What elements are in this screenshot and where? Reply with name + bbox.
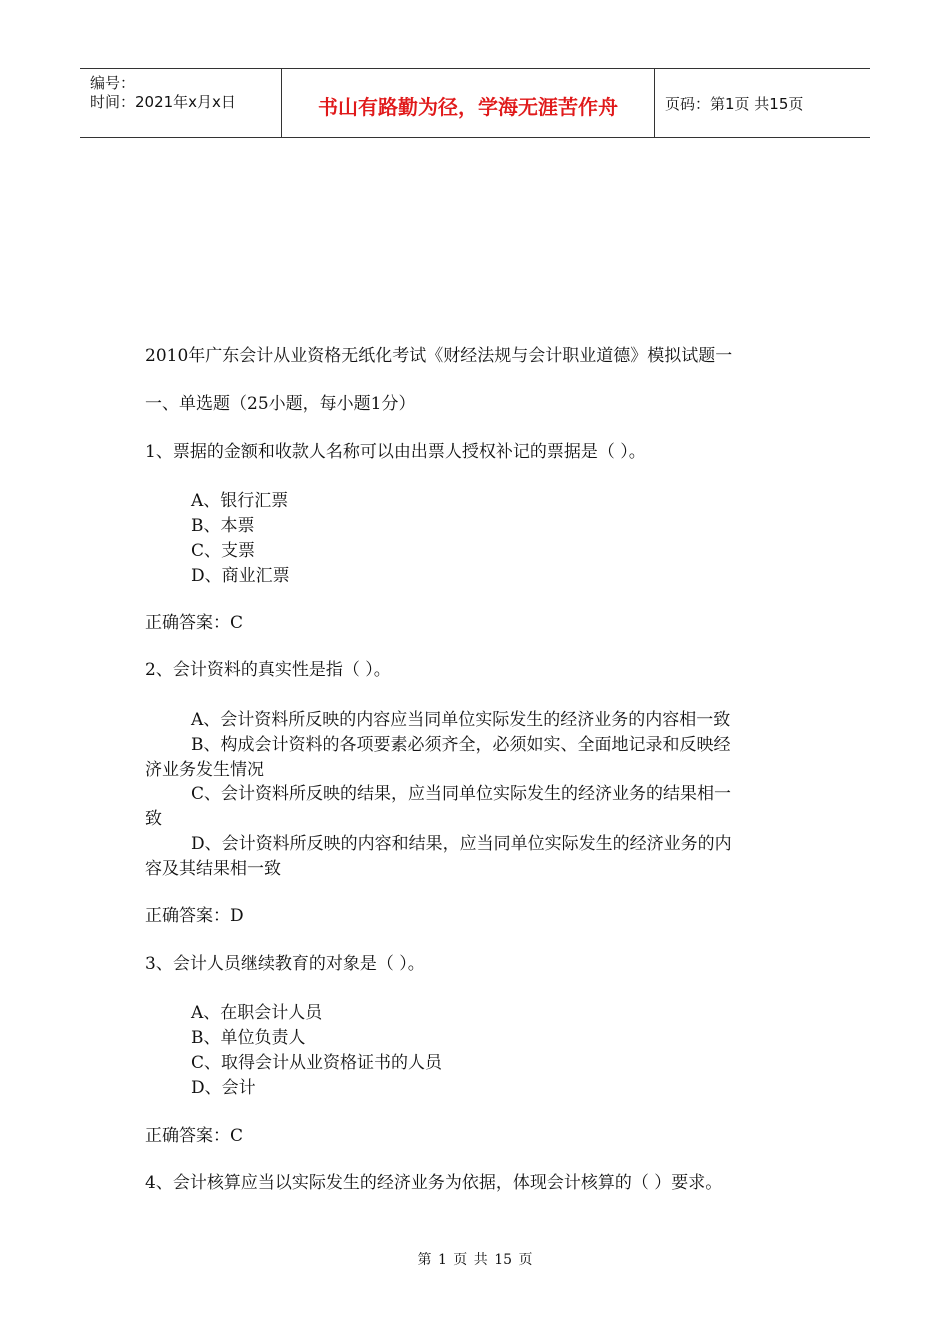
question-1-answer: 正确答案：C	[145, 613, 244, 633]
question-2-option-line: B、构成会计资料的各项要素必须齐全，必须如实、全面地记录和反映经	[191, 735, 731, 755]
question-2-option-line: 济业务发生情况	[145, 760, 264, 780]
question-2-option-line: A、会计资料所反映的内容应当同单位实际发生的经济业务的内容相一致	[191, 710, 731, 730]
question-3-option: B、单位负责人	[191, 1028, 306, 1048]
question-1-option: C、支票	[191, 541, 256, 561]
question-3-stem: 3、会计人员继续教育的对象是（ ）。	[145, 954, 425, 974]
question-4-stem: 4、会计核算应当以实际发生的经济业务为依据，体现会计核算的（ ）要求。	[145, 1173, 723, 1193]
question-2-stem: 2、会计资料的真实性是指（ ）。	[145, 660, 391, 680]
section-heading: 一、单选题（25小题，每小题1分）	[145, 394, 416, 414]
question-2-option-line: 容及其结果相一致	[145, 859, 281, 879]
question-1-stem: 1、票据的金额和收款人名称可以由出票人授权补记的票据是（ ）。	[145, 442, 646, 462]
question-2-option-line: D、会计资料所反映的内容和结果，应当同单位实际发生的经济业务的内	[191, 834, 732, 854]
question-1-option: A、银行汇票	[191, 491, 289, 511]
header-page-info: 页码：第1页 共15页	[665, 95, 804, 113]
serial-label: 编号：	[90, 74, 136, 92]
question-1-option: B、本票	[191, 516, 255, 536]
page-header	[80, 68, 870, 138]
document-title: 2010年广东会计从业资格无纸化考试《财经法规与会计职业道德》模拟试题一	[145, 346, 733, 366]
question-2-answer: 正确答案：D	[145, 906, 244, 926]
header-motto: 书山有路勤为径，学海无涯苦作舟	[318, 95, 618, 119]
header-motto-cell	[281, 69, 655, 137]
question-3-option: D、会计	[191, 1078, 256, 1098]
page-footer: 第 1 页 共 15 页	[417, 1252, 533, 1268]
question-2-option-line: C、会计资料所反映的结果，应当同单位实际发生的经济业务的结果相一	[191, 784, 732, 804]
header-meta-cell	[80, 69, 281, 137]
question-3-answer: 正确答案：C	[145, 1126, 244, 1146]
header-page-cell	[655, 69, 870, 137]
question-1-option: D、商业汇票	[191, 566, 290, 586]
time-label: 时间：2021年x月x日	[90, 93, 236, 111]
question-3-option: A、在职会计人员	[191, 1003, 323, 1023]
question-3-option: C、取得会计从业资格证书的人员	[191, 1053, 443, 1073]
question-2-option-line: 致	[145, 809, 162, 829]
